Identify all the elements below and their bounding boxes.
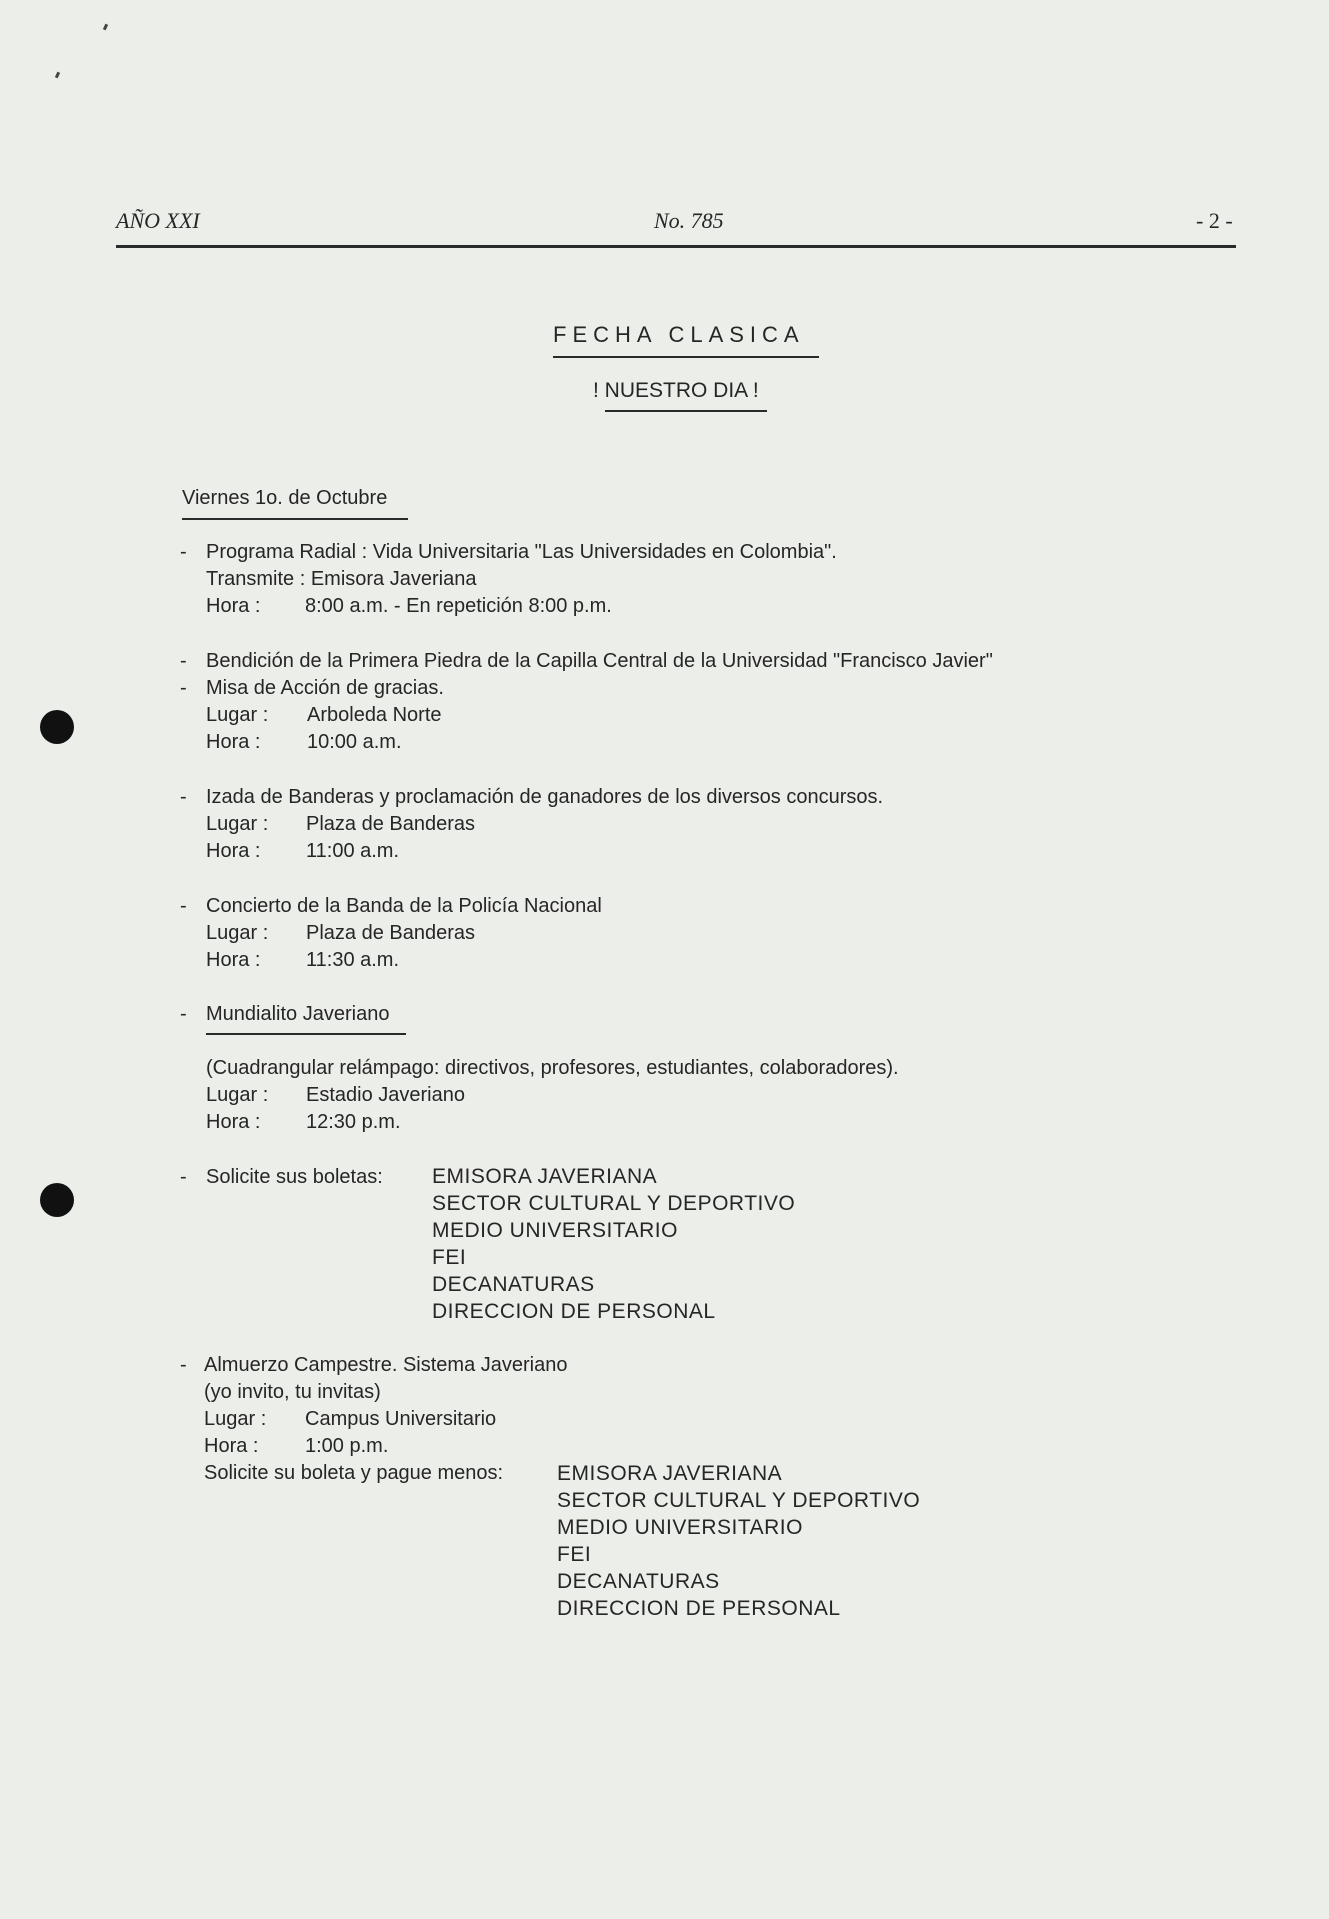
- item-4-hora: 11:30 a.m.: [306, 949, 400, 971]
- item-4-hora-label: Hora :: [206, 949, 261, 971]
- item-1-line-2: Transmite : Emisora Javeriana: [206, 568, 477, 590]
- punch-hole: [40, 1183, 74, 1217]
- item-7-lugar: Campus Universitario: [305, 1408, 497, 1430]
- bullet: -: [180, 541, 187, 563]
- header-page: - 2 -: [1196, 208, 1233, 233]
- item-1-hora-value: 8:00 a.m. - En repetición 8:00 p.m.: [305, 595, 612, 617]
- bullet: -: [180, 786, 187, 808]
- bullet: -: [180, 1354, 187, 1376]
- item-3-lugar: Plaza de Banderas: [306, 813, 476, 835]
- boleta-list-item: MEDIO UNIVERSITARIO: [557, 1516, 803, 1539]
- item-1-line-1: Programa Radial : Vida Universitaria "Las Universidades en Colombia".: [206, 541, 837, 563]
- item-2-line-1: Bendición de la Primera Piedra de la Capilla Central de la Universidad "Francisco Javier": [206, 650, 993, 672]
- boleta-list-item: DIRECCION DE PERSONAL: [557, 1597, 841, 1620]
- item-5-heading: Mundialito Javeriano: [206, 1003, 390, 1025]
- day-heading: Viernes 1o. de Octubre: [182, 487, 388, 509]
- item-5-hora: 12:30 p.m.: [306, 1111, 401, 1133]
- boleta-list-item: EMISORA JAVERIANA: [557, 1462, 783, 1485]
- item-5-lugar-label: Lugar :: [206, 1084, 269, 1106]
- boleta-list-item: SECTOR CULTURAL Y DEPORTIVO: [432, 1192, 796, 1215]
- item-3-lugar-label: Lugar :: [206, 813, 269, 835]
- item-1-hora-label: Hora :: [206, 595, 261, 617]
- item-2-hora-label: Hora :: [206, 731, 261, 753]
- item-7-lugar-label: Lugar :: [204, 1408, 267, 1430]
- item-2-line-2: Misa de Acción de gracias.: [206, 677, 444, 699]
- item-6-line-1: Solicite sus boletas:: [206, 1166, 383, 1188]
- punch-hole: [40, 710, 74, 744]
- header-rule: [116, 245, 1236, 248]
- item-7-solicite: Solicite su boleta y pague menos:: [204, 1462, 504, 1484]
- item-4-lugar-label: Lugar :: [206, 922, 269, 944]
- item-5-hora-label: Hora :: [206, 1111, 261, 1133]
- title-underline: [553, 356, 819, 358]
- boleta-list-item: DECANATURAS: [432, 1273, 595, 1296]
- item-2-lugar: Arboleda Norte: [307, 704, 442, 726]
- bullet: -: [180, 1003, 187, 1025]
- header-year: AÑO XXI: [116, 208, 200, 233]
- boleta-list-item: DECANATURAS: [557, 1570, 720, 1593]
- boleta-list-item: EMISORA JAVERIANA: [432, 1165, 658, 1188]
- page-title: FECHA CLASICA: [553, 322, 805, 347]
- item-3-hora: 11:00 a.m.: [306, 840, 400, 862]
- bullet: -: [180, 677, 187, 699]
- boleta-list-item: MEDIO UNIVERSITARIO: [432, 1219, 678, 1242]
- bullet: -: [180, 895, 187, 917]
- boleta-list-item: FEI: [557, 1543, 592, 1566]
- day-underline: [182, 518, 408, 520]
- item-3-line-1: Izada de Banderas y proclamación de ganadores de los diversos concursos.: [206, 786, 884, 808]
- item-3-hora-label: Hora :: [206, 840, 261, 862]
- item-7-line-2: (yo invito, tu invitas): [204, 1381, 381, 1403]
- header-number: No. 785: [654, 208, 724, 233]
- bullet: -: [180, 1166, 187, 1188]
- bullet: -: [180, 650, 187, 672]
- boleta-list-item: FEI: [432, 1246, 467, 1269]
- item-4-line-1: Concierto de la Banda de la Policía Nacional: [206, 895, 602, 917]
- item-2-hora: 10:00 a.m.: [307, 731, 402, 753]
- ink-mark: [55, 72, 60, 79]
- item-7-line-1: Almuerzo Campestre. Sistema Javeriano: [204, 1354, 568, 1376]
- item-5-lugar: Estadio Javeriano: [306, 1084, 465, 1106]
- ink-mark: [103, 24, 108, 31]
- item-7-hora: 1:00 p.m.: [305, 1435, 389, 1457]
- item-7-hora-label: Hora :: [204, 1435, 259, 1457]
- boleta-list-item: DIRECCION DE PERSONAL: [432, 1300, 716, 1323]
- item-5-description: (Cuadrangular relámpago: directivos, profesores, estudiantes, colaboradores).: [206, 1057, 899, 1079]
- page-subtitle: ! NUESTRO DIA !: [593, 379, 759, 402]
- boleta-list-item: SECTOR CULTURAL Y DEPORTIVO: [557, 1489, 921, 1512]
- subtitle-underline: [605, 410, 767, 412]
- item-4-lugar: Plaza de Banderas: [306, 922, 476, 944]
- item-5-underline: [206, 1033, 406, 1035]
- item-2-lugar-label: Lugar :: [206, 704, 269, 726]
